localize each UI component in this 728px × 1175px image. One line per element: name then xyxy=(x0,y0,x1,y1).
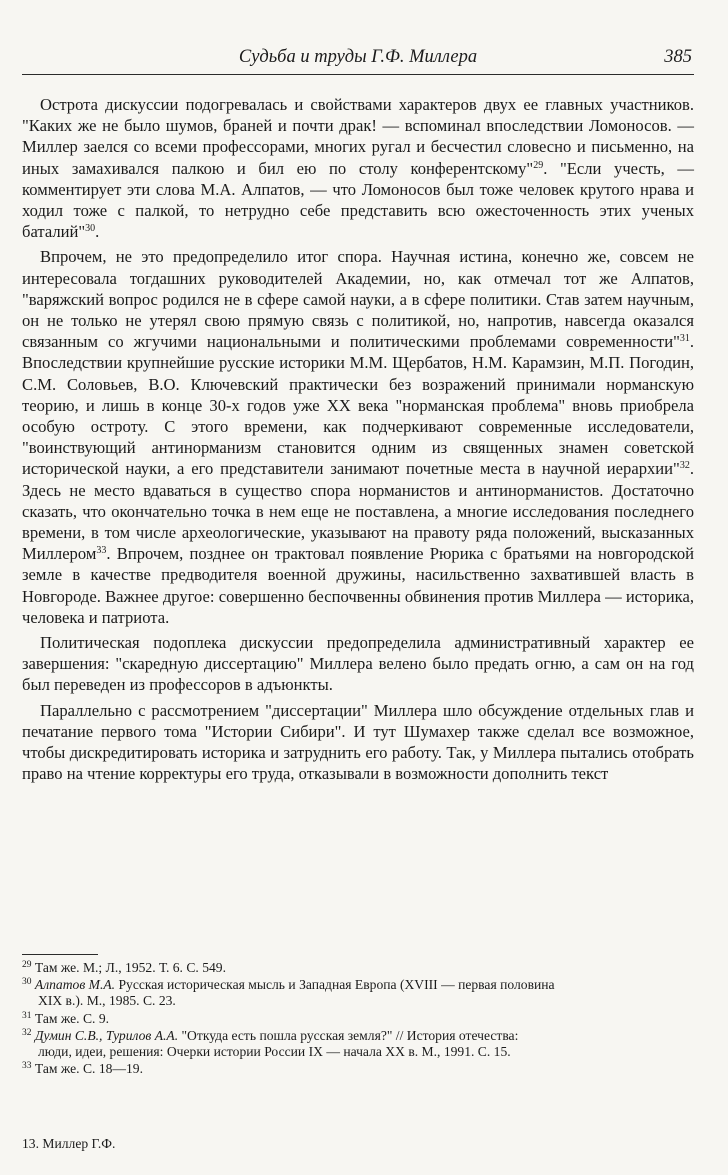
paragraph xyxy=(22,94,694,242)
footnote-number: 29 xyxy=(22,960,32,970)
paragraph xyxy=(22,700,694,785)
paragraph-text: . Здесь не место вдаваться в существо спора норманистов и антинорманистов. Достаточно сказать, что окончательно точка в нем еще не поставлена, а многие исследования последнего времени, в том числе археологические, указывают на правоту ряда положений, высказанных Миллером xyxy=(22,459,694,564)
footnote-number: 32 xyxy=(22,1027,32,1038)
footnote xyxy=(22,1011,694,1027)
footnote-continuation: люди, идеи, решения: Очерки истории России IX — начала XX в. М., 1991. С. 15. xyxy=(38,1044,511,1060)
footnote-number: 30 xyxy=(22,977,32,988)
paragraph-text: Острота дискуссии подогревалась и свойствами характеров двух ее главных участников. "Каких же не было шумов, браней и почти драк! — вспоминал впоследствии Ломоносов. — Миллер заелся со всеми профессорами, многих ругал и бесчестил словесно и письменно, на иных замахивался палкою и бил ею по столу конферентскому" xyxy=(22,95,694,178)
running-header xyxy=(22,44,694,75)
footnote-text: "Откуда есть пошла русская земля?" // История отечества: xyxy=(178,1027,519,1043)
footnote-text: Там же. М.; Л., 1952. Т. 6. С. 549. xyxy=(34,960,226,975)
footnote-ref: 29 xyxy=(533,159,544,171)
footnote-text: Там же. С. 18—19. xyxy=(34,1061,143,1077)
footnote-ref: 33 xyxy=(96,545,107,557)
paragraph-text: . Впрочем, позднее он трактовал появление Рюрика с братьями на новгородской земле в качестве предводителя военной дружины, насильственно захватившей власть в Новгороде. Важнее другое: совершенно беспочвенны обвинения против Миллера — историка, человека и патриота. xyxy=(22,544,694,627)
paragraph-text: Параллельно с рассмотрением "диссертации" Миллера шло обсуждение отдельных глав и печатание первого тома "Истории Сибири". И тут Шумахер также сделал все возможное, чтобы дискредитировать историка и затруднить его работу. Так, у Миллера пытались отобрать право на чтение корректуры его труда, отказывали в возможности дополнить текст xyxy=(22,700,694,784)
footnote xyxy=(22,1061,694,1077)
footnote-continuation: XIX в.). М., 1985. С. 23. xyxy=(38,993,176,1009)
main-text xyxy=(22,94,694,789)
footnote-ref: 30 xyxy=(85,223,96,235)
footnote xyxy=(22,977,694,1009)
footnote-ref: 31 xyxy=(679,333,690,345)
printers-signature: 13. Миллер Г.Ф. xyxy=(22,1136,116,1151)
paragraph-text: . "Если учесть, — комментирует эти слова М.А. Алпатов, — что Ломоносов был тоже человек крутого нрава и ходил тоже с палкой, то нетрудно себе представить всю ожесточенность этих ученых баталий" xyxy=(22,158,694,242)
footnote-number: 33 xyxy=(22,1061,32,1072)
paragraph-text: . xyxy=(95,222,100,242)
footnote xyxy=(22,1028,694,1060)
footnotes xyxy=(22,960,694,1078)
paragraph-text: Политическая подоплека дискуссии предопределила административный характер ее завершения: "скаредную диссертацию" Миллера велено было предать огню, а сам он на год был переведен из профессоров в адъюнкты. xyxy=(22,633,694,695)
footnote-author: Думин С.В., Турилов А.А. xyxy=(34,1027,179,1043)
footnote-ref: 32 xyxy=(679,460,690,472)
paragraph xyxy=(22,246,694,628)
footnote xyxy=(22,960,694,976)
paragraph-text: . Впоследствии крупнейшие русские историки М.М. Щербатов, Н.М. Карамзин, М.П. Погодин, С.М. Соловьев, В.О. Ключевский практически без возражений принимали норманскую теорию, и лишь в конце 30-х годов уже XX века "норманская проблема" вновь приобрела особую остроту. С этого времени, как подчеркивают современные исследователи, "воинствующий антинорманизм становится одним из священных знамен советской исторической науки, а его представители занимают почетные места в научной иерархии" xyxy=(22,332,694,479)
footnote-number: 31 xyxy=(22,1010,32,1021)
running-title: Судьба и труды Г.Ф. Миллера xyxy=(238,47,478,67)
paragraph xyxy=(22,632,694,696)
footnote-author: Алпатов М.А. xyxy=(34,977,116,993)
footnote-separator xyxy=(22,954,98,955)
footnote-text: Там же. С. 9. xyxy=(34,1010,110,1026)
paragraph-text: Впрочем, не это предопределило итог спора. Научная истина, конечно же, совсем не интересовала тогдашних руководителей Академии, но, как отмечал тот же Алпатов, "варяжский вопрос родился не в сфере самой науки, а в сфере политики. Став затем научным, он не только не утерял свою прямую связь с политикой, но, напротив, навсегда оказался связанным со жгучими национальными и политическими проблемами современности" xyxy=(22,247,694,352)
page-number: 385 xyxy=(664,47,692,67)
footnote-text: Русская историческая мысль и Западная Европа (XVIII — первая половина xyxy=(115,977,555,993)
